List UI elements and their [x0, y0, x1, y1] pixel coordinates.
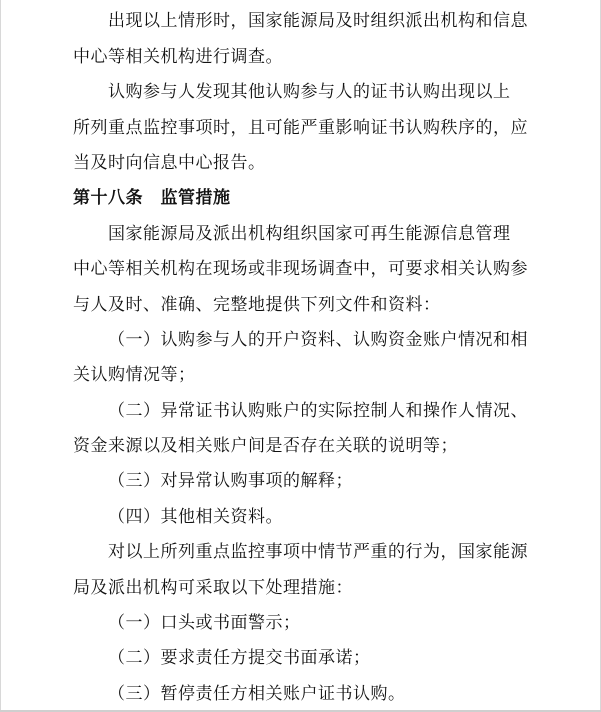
paragraph-line: 中心等相关机构在现场或非现场调查中，可要求相关认购参	[73, 259, 528, 279]
list-item-line: 关认购情况等；	[73, 365, 196, 385]
paragraph-line: 出现以上情形时，国家能源局及时组织派出机构和信息	[108, 11, 528, 31]
paragraph-line: 局及派出机构可采取以下处理措施：	[73, 578, 353, 598]
paragraph-line: 所列重点监控事项时，且可能严重影响证书认购秩序的，应	[73, 118, 528, 138]
page-left-border	[0, 0, 1, 712]
paragraph-line: 当及时向信息中心报告。	[73, 153, 266, 173]
list-item-line: （三）对异常认购事项的解释；	[108, 471, 353, 491]
paragraph-line: 认购参与人发现其他认购参与人的证书认购出现以上	[108, 82, 511, 102]
paragraph-line: 国家能源局及派出机构组织国家可再生能源信息管理	[108, 224, 511, 244]
list-item-line: （二）异常证书认购账户的实际控制人和操作人情况、	[108, 401, 528, 421]
list-item-line: （三）暂停责任方相关账户证书认购。	[108, 684, 406, 704]
paragraph-line: 与人及时、准确、完整地提供下列文件和资料：	[73, 295, 441, 315]
list-item-line: （二）要求责任方提交书面承诺；	[108, 648, 371, 668]
list-item-line: （一）认购参与人的开户资料、认购资金账户情况和相	[108, 330, 528, 350]
paragraph-line: 对以上所列重点监控事项中情节严重的行为，国家能源	[108, 542, 528, 562]
list-item-line: 资金来源以及相关账户间是否存在关联的说明等；	[73, 436, 458, 456]
list-item-line: （四）其他相关资料。	[108, 507, 283, 527]
article-heading: 第十八条 监管措施	[73, 188, 231, 208]
list-item-line: （一）口头或书面警示；	[108, 613, 301, 633]
paragraph-line: 中心等相关机构进行调查。	[73, 47, 283, 67]
